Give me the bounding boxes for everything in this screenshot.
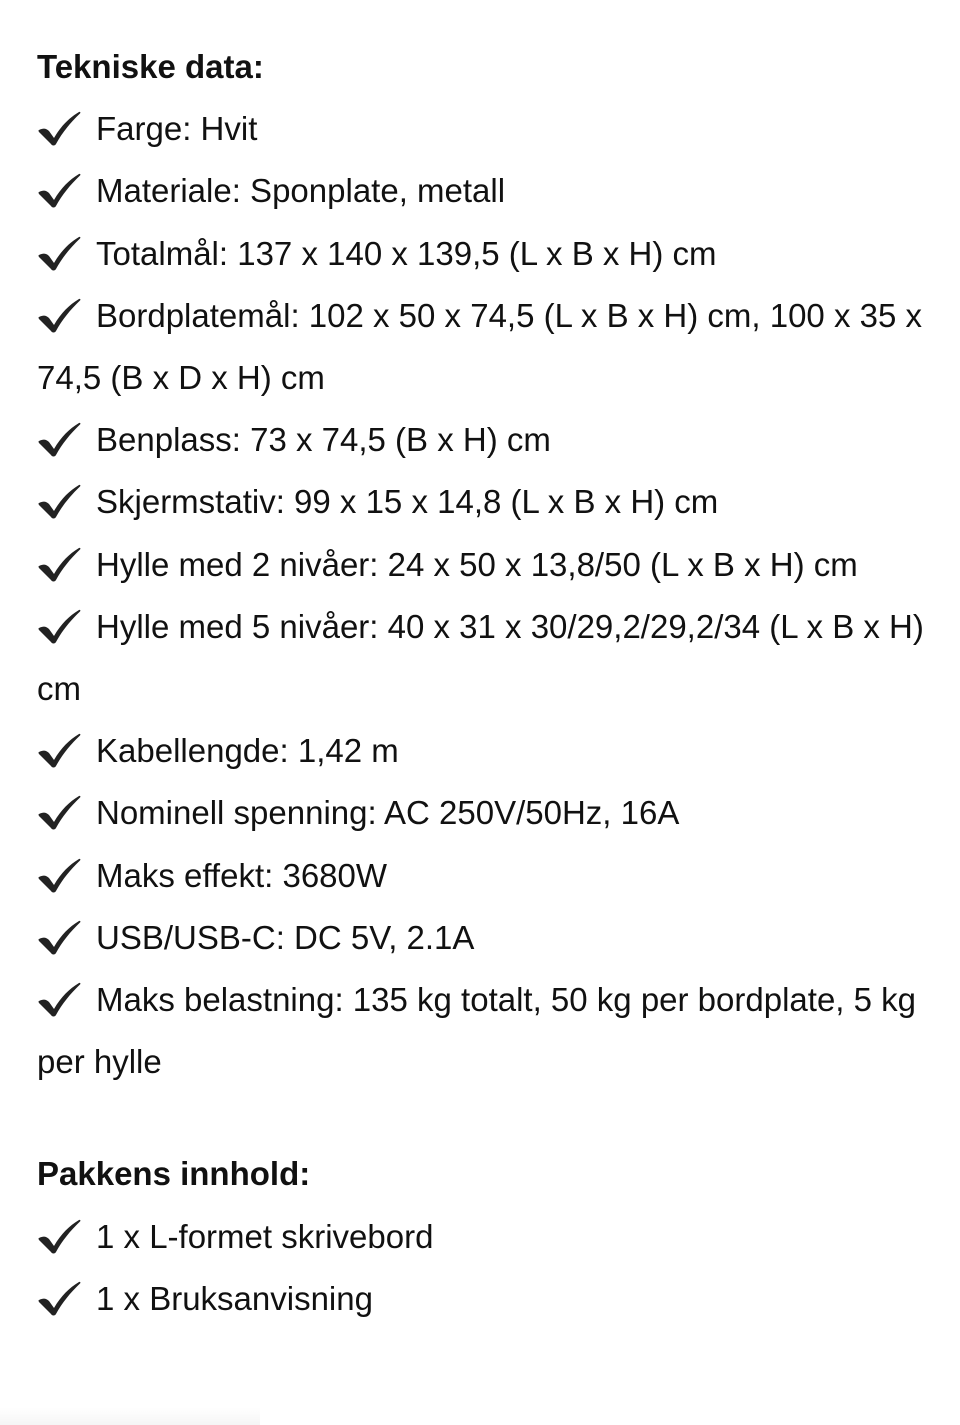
list-item-text: Maks effekt: 3680W [96, 856, 388, 894]
list-item [37, 223, 939, 285]
check-mark-icon [37, 1281, 81, 1317]
list-item [37, 534, 939, 596]
check-mark-icon [37, 982, 81, 1018]
list-item-text: USB/USB-C: DC 5V, 2.1A [96, 918, 475, 956]
check-mark-icon [37, 1219, 81, 1255]
technical-data-list [37, 98, 939, 1093]
check-mark-icon [37, 236, 81, 272]
list-item [37, 1268, 939, 1330]
check-mark-icon [37, 484, 81, 520]
list-item-text: Materiale: Sponplate, metall [96, 172, 506, 210]
check-mark-icon [37, 858, 81, 894]
list-item [37, 720, 939, 782]
list-item-text: 1 x L-formet skrivebord [96, 1217, 434, 1255]
list-item-text: Kabellengde: 1,42 m [96, 732, 399, 770]
list-item [37, 160, 939, 222]
check-mark-icon [37, 733, 81, 769]
list-item-text: Bordplatemål: 102 x 50 x 74,5 (L x B x H) cm, 100 x 35 x 74,5 (B x D x H) cm [37, 296, 922, 397]
list-item [37, 1206, 939, 1268]
section-heading-package: Pakkens innhold: [37, 1155, 311, 1193]
check-mark-icon [37, 547, 81, 583]
list-item [37, 98, 939, 160]
list-item-text: Hylle med 2 nivåer: 24 x 50 x 13,8/50 (L x B x H) cm [96, 545, 858, 583]
list-item-text: 1 x Bruksanvisning [96, 1279, 373, 1317]
list-item-text: Benplass: 73 x 74,5 (B x H) cm [96, 421, 551, 459]
list-item-text: Hylle med 5 nivåer: 40 x 31 x 30/29,2/29,2/34 (L x B x H) cm [37, 607, 924, 708]
list-item-text: Skjermstativ: 99 x 15 x 14,8 (L x B x H) cm [96, 483, 719, 521]
list-item [37, 596, 939, 720]
list-item-text: Nominell spenning: AC 250V/50Hz, 16A [96, 794, 680, 832]
list-item [37, 471, 939, 533]
list-item [37, 285, 939, 409]
package-contents-list [37, 1206, 939, 1330]
list-item-text: Farge: Hvit [96, 110, 258, 148]
list-item-text: Totalmål: 137 x 140 x 139,5 (L x B x H) cm [96, 234, 717, 272]
bottom-shadow [0, 1407, 260, 1425]
list-item [37, 969, 939, 1093]
check-mark-icon [37, 920, 81, 956]
check-mark-icon [37, 609, 81, 645]
check-mark-icon [37, 795, 81, 831]
check-mark-icon [37, 111, 81, 147]
check-mark-icon [37, 298, 81, 334]
check-mark-icon [37, 173, 81, 209]
list-item-text: Maks belastning: 135 kg totalt, 50 kg per bordplate, 5 kg per hylle [37, 981, 917, 1081]
check-mark-icon [37, 422, 81, 458]
section-spacer [37, 1093, 939, 1143]
list-item [37, 907, 939, 969]
list-item [37, 845, 939, 907]
spec-content [37, 36, 939, 1330]
list-item [37, 409, 939, 471]
list-item [37, 782, 939, 844]
section-heading-technical: Tekniske data: [37, 48, 264, 85]
